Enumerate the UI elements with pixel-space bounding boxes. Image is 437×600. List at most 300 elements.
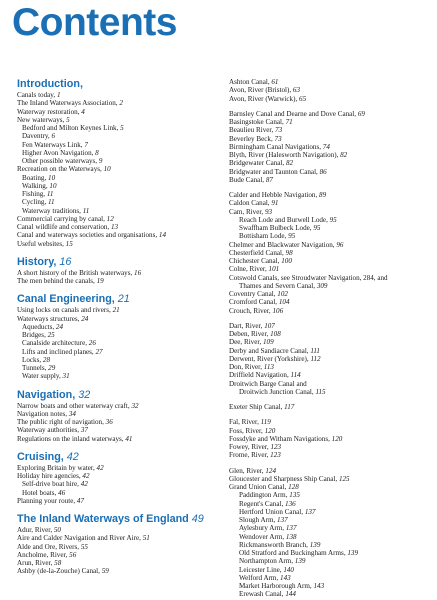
- toc-entry-page: 143: [313, 582, 325, 590]
- toc-entry-page: 140: [283, 565, 294, 574]
- toc-entry-title: Bude Canal,: [229, 175, 265, 184]
- toc-entry-title: Walking,: [22, 181, 48, 190]
- toc-entry: [17, 489, 222, 497]
- toc-entry: [17, 315, 222, 323]
- toc-entry: [229, 533, 429, 541]
- toc-entry-page: 93: [264, 207, 273, 216]
- toc-entry-page: 86: [319, 167, 327, 176]
- toc-entry-title: Coventry Canal,: [229, 290, 276, 298]
- toc-entry-page: 109: [263, 338, 274, 347]
- toc-entry: [17, 372, 222, 380]
- toc-entry-title: Canals today,: [17, 91, 56, 99]
- toc-entry-page: 82: [340, 151, 348, 159]
- toc-entry-title: Wendover Arm,: [239, 532, 285, 541]
- toc-entry: [17, 348, 222, 356]
- toc-entry-page: 95: [313, 224, 321, 232]
- section-heading: [17, 513, 222, 526]
- toc-entry-page: 107: [264, 321, 275, 330]
- toc-entry: [229, 78, 429, 86]
- toc-entry: [229, 95, 429, 103]
- toc-entry-title: Hotel boats,: [22, 488, 57, 497]
- toc-entry-title: Useful websites,: [17, 239, 64, 248]
- toc-entry-title: Leicester Line,: [239, 565, 282, 574]
- page-title: Contents: [12, 1, 177, 44]
- toc-entry-page: 28: [42, 355, 50, 364]
- toc-entry-title: Colne, River,: [229, 265, 267, 274]
- toc-entry: [229, 403, 429, 411]
- toc-entry: [229, 418, 429, 426]
- toc-entry: [229, 135, 429, 143]
- toc-entry-title: Northampton Arm,: [239, 557, 293, 566]
- toc-entry: [17, 497, 222, 505]
- toc-entry: [229, 274, 429, 282]
- toc-entry-title: Fowey, River,: [229, 443, 269, 451]
- section-heading: [17, 293, 222, 306]
- toc-entry-title: Slough Arm,: [239, 516, 276, 524]
- toc-entry-title: Chichester Canal,: [229, 257, 280, 265]
- toc-entry-page: 47: [76, 496, 84, 505]
- toc-entry-title: Gloucester and Sharpness Ship Canal,: [229, 474, 338, 483]
- toc-entry-page: 135: [289, 491, 300, 500]
- toc-entry-title: Waterway restoration,: [17, 107, 80, 116]
- toc-entry-page: 74: [322, 142, 330, 151]
- toc-entry: [229, 338, 429, 346]
- toc-entry-page: 89: [319, 191, 327, 199]
- toc-entry-title: Fishing,: [22, 190, 46, 198]
- toc-entry-title: Dart, River,: [229, 321, 263, 330]
- toc-entry-title: The public right of navigation,: [17, 418, 104, 426]
- toc-entry: [17, 215, 222, 223]
- toc-entry-title: Waterway traditions,: [22, 206, 81, 215]
- toc-entry-title: Alde and Ore, Rivers,: [17, 542, 80, 551]
- toc-entry-title: Arun, River,: [17, 559, 53, 567]
- toc-entry-title: The Inland Waterways Association,: [17, 99, 118, 108]
- toc-entry-title: The men behind the canals,: [17, 277, 95, 285]
- toc-entry-title: Planning your route,: [17, 496, 76, 505]
- contents-left-column: [17, 78, 222, 576]
- toc-entry-title: Glen, River,: [229, 466, 264, 475]
- toc-entry: [229, 330, 429, 338]
- toc-entry-title: Other possible waterways,: [22, 157, 98, 165]
- section-heading-page: 49: [191, 513, 204, 525]
- toc-entry: [229, 443, 429, 451]
- toc-entry-page: 7: [84, 140, 88, 149]
- toc-entry-page: 119: [260, 418, 271, 427]
- toc-entry-page: 71: [285, 118, 293, 126]
- toc-entry: [17, 149, 222, 157]
- toc-entry: [17, 116, 222, 124]
- toc-entry-page: 73: [275, 126, 283, 135]
- toc-entry: [17, 99, 222, 107]
- section-heading-title: Cruising,: [17, 450, 64, 463]
- section-heading-page: 16: [59, 255, 72, 268]
- toc-entry: [229, 151, 429, 159]
- toc-entry-page: 113: [263, 363, 274, 371]
- toc-entry-page: 117: [284, 403, 295, 411]
- toc-entry-page: 10: [49, 181, 57, 190]
- toc-entry: [229, 549, 429, 557]
- toc-entry-page: 104: [278, 298, 290, 307]
- toc-entry-title: Dee, River,: [229, 338, 262, 347]
- toc-entry: [17, 339, 222, 347]
- toc-entry-page: 137: [277, 516, 288, 524]
- group-spacer: [229, 460, 429, 467]
- toc-entry: [229, 524, 429, 532]
- toc-entry-title: Calder and Hebble Navigation,: [229, 191, 318, 199]
- toc-entry-title: Aylesbury Arm,: [239, 524, 285, 533]
- toc-entry-title: Locks,: [22, 355, 42, 364]
- group-spacer: [229, 184, 429, 191]
- toc-entry: [229, 500, 429, 508]
- toc-entry-page: 5: [66, 115, 70, 124]
- toc-entry-title: Navigation notes,: [17, 409, 68, 418]
- toc-entry-page: 36: [105, 418, 113, 426]
- toc-entry: [17, 435, 222, 443]
- toc-entry: [229, 582, 429, 590]
- toc-entry-title: Narrow boats and other waterway craft,: [17, 401, 130, 410]
- toc-entry-title: Don, River,: [229, 363, 263, 371]
- toc-entry: [229, 363, 429, 371]
- toc-entry-page: 114: [290, 371, 301, 380]
- toc-entry: [229, 257, 429, 265]
- group-spacer: [229, 411, 429, 418]
- toc-entry-page: 124: [265, 466, 277, 475]
- toc-entry-title: Bridgwater and Taunton Canal,: [229, 167, 318, 176]
- toc-entry: [229, 176, 429, 184]
- toc-entry-page: 50: [53, 526, 61, 534]
- section-heading-title: Navigation,: [17, 388, 76, 401]
- toc-entry-title: Fen Waterways Link,: [22, 140, 83, 149]
- contents-right-column: [229, 78, 429, 599]
- toc-entry-title: Derwent, River (Yorkshire),: [229, 354, 309, 363]
- toc-entry-title: Bedford and Milton Keynes Link,: [22, 124, 119, 132]
- toc-entry: [17, 277, 222, 285]
- toc-entry-page: 139: [294, 557, 306, 566]
- toc-entry-page: 58: [54, 559, 62, 567]
- toc-entry-title: Waterways structures,: [17, 314, 80, 323]
- toc-entry-title: Birmingham Canal Navigations,: [229, 142, 322, 151]
- toc-entry-title: Droitwich Junction Canal,: [239, 387, 314, 396]
- toc-entry-title: Ashby (de-la-Zouche) Canal,: [17, 567, 100, 576]
- toc-entry: [229, 371, 429, 379]
- toc-entry-title: Exploring Britain by water,: [17, 463, 95, 472]
- toc-entry: [17, 551, 222, 559]
- toc-entry-page: 139: [309, 540, 321, 549]
- toc-entry: [229, 427, 429, 435]
- toc-entry-title: Chesterfield Canal,: [229, 248, 284, 257]
- toc-entry-page: 123: [270, 443, 282, 451]
- toc-entry-title: Cycling,: [22, 198, 47, 207]
- toc-entry-page: 25: [47, 331, 55, 339]
- toc-entry-title: Tunnels,: [22, 364, 47, 372]
- toc-entry: [229, 307, 429, 315]
- toc-entry-page: 106: [272, 306, 284, 315]
- toc-entry: [229, 557, 429, 565]
- toc-entry: [229, 143, 429, 151]
- toc-entry: [17, 240, 222, 248]
- toc-entry-page: 125: [338, 474, 350, 483]
- toc-entry: [229, 224, 429, 232]
- toc-entry-title: Regent's Canal,: [239, 499, 284, 508]
- toc-entry-page: 32: [131, 401, 139, 410]
- toc-entry: [229, 566, 429, 574]
- toc-entry: [17, 269, 222, 277]
- toc-entry: [229, 355, 429, 363]
- toc-entry-page: 87: [265, 175, 273, 184]
- toc-entry-title: Aqueducts,: [22, 322, 55, 331]
- toc-entry-page: 12: [106, 214, 114, 223]
- toc-entry: [17, 567, 222, 575]
- toc-entry: [229, 216, 429, 224]
- toc-entry: [229, 282, 429, 290]
- toc-entry: [17, 108, 222, 116]
- toc-entry-page: 42: [96, 463, 104, 472]
- toc-entry-page: 111: [310, 346, 320, 355]
- toc-entry-page: 24: [81, 314, 89, 323]
- toc-entry-title: Bottisham Lode,: [239, 232, 287, 241]
- toc-entry-page: 5: [120, 124, 124, 132]
- section-heading-page: 32: [78, 388, 91, 401]
- toc-entry-page: 143: [280, 573, 291, 582]
- toc-entry-page: 144: [285, 590, 296, 599]
- toc-entry: [229, 168, 429, 176]
- toc-entry: [229, 380, 429, 388]
- toc-entry: [229, 159, 429, 167]
- toc-entry-page: 37: [80, 426, 88, 435]
- toc-entry: [229, 435, 429, 443]
- toc-entry: [17, 207, 222, 215]
- toc-entry: [17, 223, 222, 231]
- toc-entry-title: Waterway authorities,: [17, 426, 80, 435]
- toc-entry-title: Lifts and inclined planes,: [22, 347, 94, 356]
- toc-entry-page: 139: [347, 549, 359, 557]
- section-heading-title: Canal Engineering,: [17, 293, 115, 306]
- toc-entry-title: Hertford Union Canal,: [239, 507, 304, 516]
- toc-entry-page: 27: [95, 347, 103, 356]
- toc-entry: [17, 306, 222, 314]
- toc-entry: [229, 516, 429, 524]
- group-spacer: [229, 103, 429, 110]
- toc-entry: [229, 388, 429, 396]
- toc-entry-page: 120: [264, 426, 276, 435]
- toc-entry: [17, 356, 222, 364]
- toc-entry-title: Droitwich Barge Canal and: [229, 379, 307, 388]
- toc-entry-page: 96: [336, 240, 344, 249]
- toc-entry: [229, 541, 429, 549]
- toc-entry-title: Canal and waterways societies and organisations,: [17, 231, 158, 240]
- toc-entry-page: 4: [81, 107, 85, 116]
- toc-entry-title: Recreation on the Waterways,: [17, 165, 102, 174]
- toc-entry-page: 73: [274, 134, 282, 143]
- toc-entry: [229, 249, 429, 257]
- toc-entry-title: Adur, River,: [17, 526, 53, 534]
- toc-entry: [17, 182, 222, 190]
- toc-entry-page: 137: [304, 507, 316, 516]
- toc-entry-page: 112: [310, 354, 321, 363]
- toc-entry: [17, 124, 222, 132]
- toc-entry-title: Self-drive boat hire,: [22, 480, 79, 489]
- toc-entry-page: 8: [95, 148, 99, 157]
- toc-entry-page: 102: [277, 290, 288, 298]
- toc-entry-title: Derby and Sandiacre Canal,: [229, 346, 309, 355]
- toc-entry-title: Bridgewater Canal,: [229, 159, 285, 168]
- toc-entry-title: Frome, River,: [229, 451, 269, 460]
- toc-entry-title: Commercial carrying by canal,: [17, 214, 105, 223]
- toc-entry-title: Canalside architecture,: [22, 339, 87, 348]
- toc-entry-title: Chelmer and Blackwater Navigation,: [229, 240, 335, 249]
- toc-entry-title: Water supply,: [22, 372, 61, 381]
- toc-entry-page: 11: [46, 190, 54, 198]
- toc-entry: [17, 141, 222, 149]
- toc-entry: [17, 464, 222, 472]
- toc-entry: [17, 480, 222, 488]
- toc-entry-page: 6: [51, 132, 56, 141]
- toc-entry-title: Fal, River,: [229, 418, 259, 427]
- toc-entry-page: 128: [288, 483, 299, 491]
- toc-entry-title: Using locks on canals and rivers,: [17, 306, 111, 315]
- toc-entry-page: 2: [119, 99, 123, 108]
- toc-entry-page: 14: [158, 231, 167, 240]
- toc-entry-page: 115: [315, 387, 326, 396]
- toc-entry: [229, 241, 429, 249]
- toc-entry-page: 136: [285, 499, 296, 508]
- toc-entry: [17, 410, 222, 418]
- toc-entry-page: 10: [48, 173, 56, 182]
- toc-entry-title: Cotswold Canals, see Stroudwater Navigation, 284, and: [229, 273, 388, 282]
- toc-entry: [17, 526, 222, 534]
- group-spacer: [229, 315, 429, 322]
- toc-entry-page: 101: [268, 265, 280, 274]
- toc-entry: [17, 559, 222, 567]
- toc-entry-page: 138: [285, 532, 297, 541]
- toc-entry-page: 120: [331, 434, 343, 443]
- toc-entry-page: 34: [68, 409, 76, 418]
- toc-entry-title: Ashton Canal,: [229, 78, 270, 86]
- toc-entry-title: Cromford Canal,: [229, 298, 278, 307]
- toc-entry: [229, 347, 429, 355]
- toc-entry: [17, 157, 222, 165]
- toc-entry-title: Beverley Beck,: [229, 134, 273, 143]
- toc-entry-page: 137: [285, 524, 297, 533]
- toc-entry: [17, 91, 222, 99]
- toc-entry-page: 21: [112, 306, 120, 315]
- toc-entry: [17, 534, 222, 542]
- toc-entry-page: 11: [82, 206, 90, 215]
- toc-entry-title: Beaulieu River,: [229, 126, 274, 135]
- toc-entry-title: Fossdyke and Witham Navigations,: [229, 434, 330, 443]
- toc-entry-page: 11: [48, 198, 55, 207]
- toc-entry-page: 16: [134, 268, 142, 277]
- toc-entry: [229, 467, 429, 475]
- toc-entry: [17, 231, 222, 239]
- toc-entry-title: Basingstoke Canal,: [229, 118, 284, 126]
- toc-entry: [17, 426, 222, 434]
- section-heading: [17, 451, 222, 464]
- toc-entry-title: Grand Union Canal,: [229, 483, 287, 491]
- toc-entry: [17, 418, 222, 426]
- toc-entry-title: Bridges,: [22, 331, 46, 339]
- toc-entry: [17, 543, 222, 551]
- toc-entry: [229, 86, 429, 94]
- toc-entry: [17, 190, 222, 198]
- toc-entry-page: 91: [271, 199, 279, 208]
- toc-entry: [229, 110, 429, 118]
- toc-entry-title: Aire and Calder Navigation and River Aire,: [17, 534, 141, 543]
- toc-entry-title: New waterways,: [17, 115, 65, 124]
- toc-entry-page: 63: [292, 86, 301, 95]
- toc-entry: [229, 590, 429, 598]
- toc-entry-page: 61: [271, 78, 279, 86]
- toc-entry: [17, 402, 222, 410]
- toc-entry-page: 108: [270, 330, 281, 338]
- toc-entry-title: Old Stratford and Buckingham Arms,: [239, 549, 346, 557]
- toc-entry: [17, 198, 222, 206]
- toc-entry-page: 82: [285, 159, 294, 168]
- toc-entry: [17, 472, 222, 480]
- toc-entry-title: Welford Arm,: [239, 573, 279, 582]
- section-heading: [17, 256, 222, 269]
- toc-entry: [17, 174, 222, 182]
- toc-entry-title: Deben, River,: [229, 330, 269, 338]
- toc-entry-title: Foss, River,: [229, 426, 263, 435]
- toc-entry-title: Barnsley Canal and Dearne and Dove Canal,: [229, 109, 357, 118]
- toc-entry-title: Boating,: [22, 173, 47, 182]
- toc-entry-title: Crouch, River,: [229, 306, 271, 315]
- toc-entry: [229, 483, 429, 491]
- toc-entry-page: 56: [69, 550, 77, 559]
- toc-entry-title: Higher Avon Navigation,: [22, 148, 94, 157]
- toc-entry-page: 59: [101, 567, 109, 576]
- toc-entry-title: Ancholme, River,: [17, 550, 68, 559]
- toc-entry-title: Driffield Navigation,: [229, 371, 289, 380]
- section-heading: [17, 78, 222, 91]
- section-heading-page: 21: [117, 293, 130, 306]
- toc-entry-title: Rickmansworth Branch,: [239, 540, 308, 549]
- toc-entry: [229, 574, 429, 582]
- toc-entry-title: Cam, River,: [229, 207, 264, 216]
- section-heading-page: 42: [66, 450, 79, 463]
- toc-entry-page: 51: [142, 534, 150, 543]
- toc-entry: [229, 298, 429, 306]
- toc-entry-page: 95: [329, 215, 337, 224]
- toc-entry-title: Market Harborough Arm,: [239, 582, 312, 590]
- toc-entry-page: 26: [88, 339, 96, 348]
- toc-entry-page: 13: [110, 223, 119, 231]
- toc-entry: [229, 191, 429, 199]
- toc-entry: [17, 132, 222, 140]
- toc-entry: [17, 323, 222, 331]
- toc-entry-title: Holiday hire agencies,: [17, 472, 81, 480]
- toc-entry: [17, 331, 222, 339]
- toc-entry-title: Swaffham Bulbeck Lode,: [239, 224, 312, 232]
- toc-entry-page: 309: [316, 281, 328, 290]
- toc-entry-page: 42: [82, 472, 90, 480]
- toc-entry: [229, 475, 429, 483]
- toc-entry-page: 41: [125, 434, 133, 443]
- toc-entry-title: Avon, River (Warwick),: [229, 94, 298, 103]
- toc-entry-page: 65: [299, 94, 307, 103]
- toc-entry-page: 31: [62, 372, 70, 381]
- toc-entry-page: 19: [96, 277, 104, 285]
- toc-entry: [229, 265, 429, 273]
- toc-entry-title: Caldon Canal,: [229, 199, 270, 208]
- toc-entry-page: 69: [357, 109, 365, 118]
- toc-entry: [229, 322, 429, 330]
- toc-entry-title: Daventry,: [22, 132, 50, 141]
- toc-entry-page: 29: [48, 364, 56, 372]
- toc-entry: [229, 451, 429, 459]
- group-spacer: [229, 396, 429, 403]
